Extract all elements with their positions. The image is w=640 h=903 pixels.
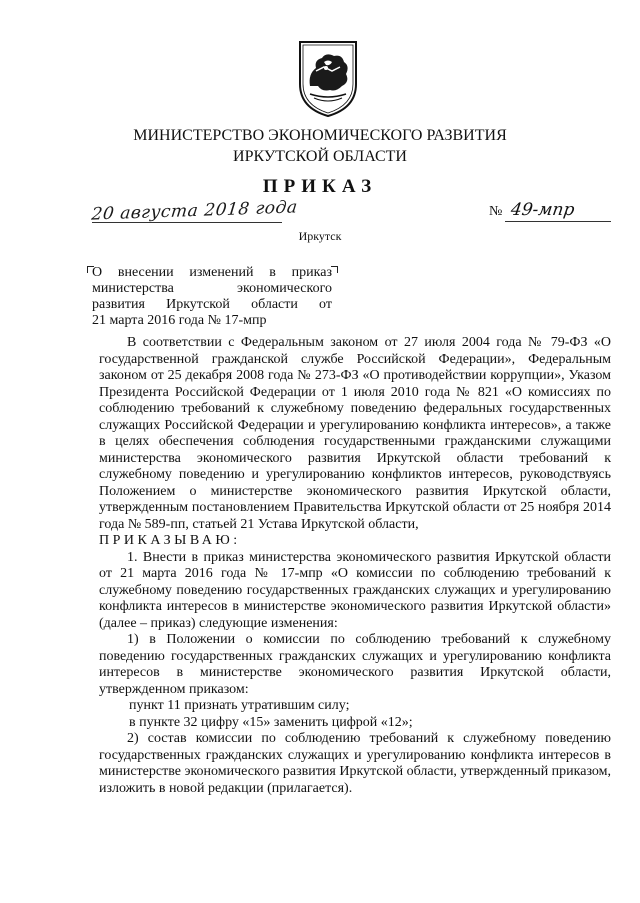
order-number-handwritten: 49-мпр (509, 200, 576, 220)
order-title: ПРИКАЗ (262, 176, 378, 197)
bracket-corner-right (331, 266, 338, 273)
city-name: Иркутск (298, 229, 342, 243)
subject-line: развития Иркутской области от (92, 297, 332, 312)
subitem-2-paragraph: 2) состав комиссии по соблюдению требований к служебному поведению государственных гражданских служащих и урегулированию конфликта интересов в министерстве экономического развития Иркутской области, утвержденный приказом, изложить в новой редакции (прилагается). (99, 731, 612, 796)
order-subject (92, 265, 332, 329)
order-number-field (489, 200, 611, 222)
ministry-name-line1: МИНИСТЕРСТВО ЭКОНОМИЧЕСКОГО РАЗВИТИЯ (133, 127, 507, 144)
bracket-corner-left (87, 266, 94, 273)
order-number-line (505, 199, 611, 222)
subject-line: министерства экономического (92, 281, 332, 296)
ministry-name-line2: ИРКУТСКОЙ ОБЛАСТИ (233, 148, 407, 165)
order-date-field (90, 197, 299, 225)
point-b-paragraph: в пункте 32 цифру «15» заменить цифрой «12»; (129, 714, 413, 730)
item-1-paragraph: 1. Внести в приказ министерства экономического развития Иркутской области от 21 марта 2016 года № 17-мпр «О комиссии по соблюдению требований к служебному поведению государственных гражданских служащих и урегулированию конфликта интересов в министерстве экономического развития Иркутской области» (далее – приказ) следующие изменения: (99, 549, 611, 631)
order-date-handwritten: 20 августа 2018 года (90, 197, 299, 225)
subject-line: 21 марта 2016 года № 17-мпр (92, 313, 267, 328)
number-sign: № (489, 204, 503, 219)
order-body (99, 335, 611, 797)
point-a-paragraph: пункт 11 признать утратившим силу; (129, 698, 350, 713)
irkutsk-coat-of-arms-icon (296, 38, 360, 118)
order-word: ПРИКАЗЫВАЮ: (99, 533, 241, 548)
subject-line: О внесении изменений в приказ (92, 265, 332, 280)
preamble-paragraph: В соответствии с Федеральным законом от 27 июля 2004 года № 79-ФЗ «О государственной гражданской службе Российской Федерации», Федеральным законом от 25 декабря 2008 года № 273-ФЗ «О противодействии коррупции», Указом Президента Российской Федерации от 1 июля 2010 года № 821 «О комиссиях по соблюдению требований к служебному поведению федеральных государственных служащих Российской Федерации и урегулированию конфликта интересов», а также в целях обеспечения соблюдения государственными гражданскими служащими министерства экономического развития Иркутской области требований к служебному поведению и урегулированию конфликтов интересов, руководствуясь Положением о министерстве экономического развития Иркутской области, утвержденным постановлением Правительства Иркутской области от 25 ноября 2014 года № 589-пп, статьей 21 Устава Иркутской области, (99, 335, 611, 532)
subitem-1-paragraph: 1) в Положении о комиссии по соблюдению требований к служебному поведению государственных гражданских служащих и урегулированию конфликта интересов в министерстве экономического развития Иркутской области, утвержденном приказом: (99, 632, 611, 697)
